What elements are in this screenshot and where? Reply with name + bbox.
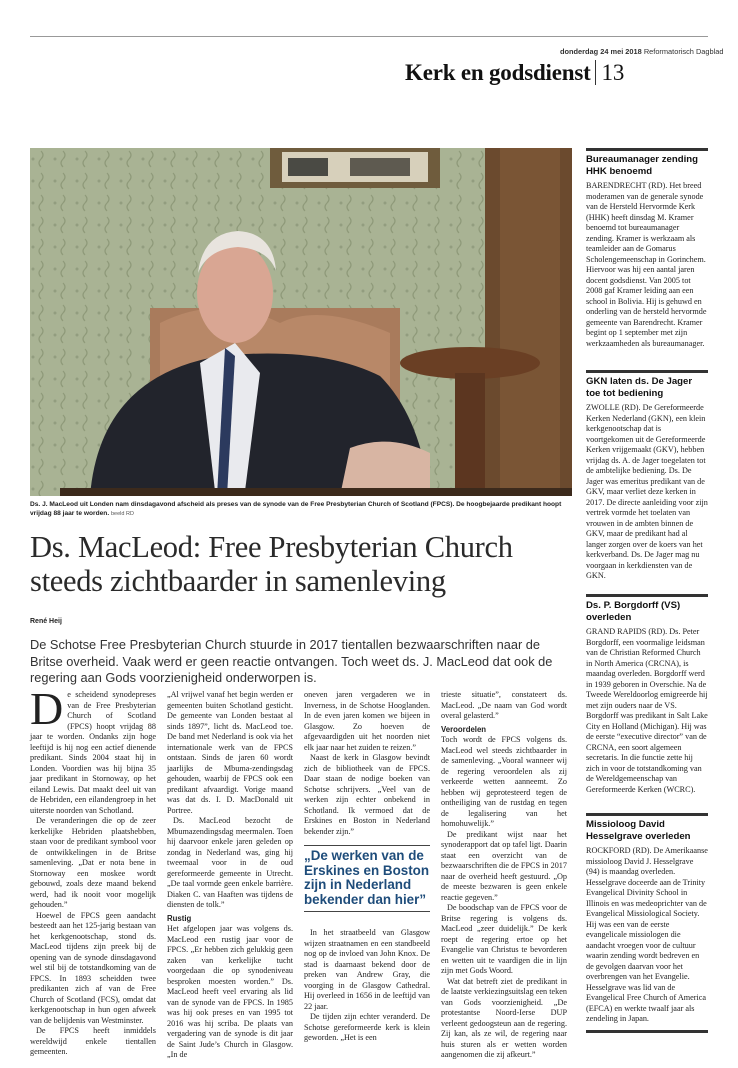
body-paragraph: oneven jaren vergaderen we in Inverness, in de Schotse Hooglanden. In de even jaren komen we bijeen in Glasgow. Zo hoeven de afgevaardigden uit het noorden niet elk jaar naar het zuiden te reizen.”: [304, 690, 430, 752]
article-headline: Ds. MacLeod: Free Presbyterian Church steeds zichtbaarder in samenleving: [30, 530, 513, 598]
dateline: [560, 47, 724, 56]
top-rule: [30, 36, 708, 37]
pull-quote: [304, 845, 430, 912]
byline: René Heij: [30, 618, 62, 625]
news-brief-title: Ds. P. Borgdorff (VS) overleden: [586, 594, 708, 624]
body-paragraph: Toch wordt de FPCS volgens ds. MacLeod wel steeds zichtbaarder in de samenleving. „Vooral wanneer wij de regering veroordelen als zij verkeerde wetten aanneemt. Zo hebben wij geprotesteerd tegen de ontheiliging van de rustdag en tegen de legalisering van het homohuwelijk.”: [441, 735, 567, 828]
body-paragraph: De predikant wijst naar het synoderapport dat op tafel ligt. Daarin staat een overzicht van de bezwaarschriften die de FPCS in 2017 naar de overheid heeft gestuurd. „Op de meeste bezwaren is geen enkele reactie gegeven.”: [441, 829, 567, 902]
body-paragraph: Naast de kerk in Glasgow bevindt zich de bibliotheek van de FPCS. Daar staan de nodige boeken van Schotse schrijvers. „Veel van de werken zijn echter onbekend in Schotland. Ik vermoed dat de Erskines en Boston in Nederland bekender zijn.”: [304, 753, 430, 836]
article-column-3-lower: [304, 928, 430, 1044]
news-brief-title: Missioloog David Hesselgrave overleden: [586, 813, 708, 843]
photo-caption: [30, 500, 572, 519]
body-paragraph: In het straatbeeld van Glasgow wijzen straatnamen en een standbeeld nog op de invloed van John Knox. De stad is daarnaast bekend door de preken van Andrew Gray, die voorging in de Glasgow Cathedral. Hij overleed in 1656 in de leeftijd van 22 jaar.: [304, 928, 430, 1011]
news-brief-body: BARENDRECHT (RD). Het breed moderamen van de generale synode van de Hersteld Hervormde Kerk (HHK) heeft dinsdag M. Kramer benoemd tot bureaumanager zending. Kramer is werkzaam als teamleider aan de Gomarus Scholengemeenschap in Gorinchem. Hiervoor was hij een aantal jaren docent godsdienst. Van 2005 tot 2008 gaf Kramer leiding aan een school in Bolivia. Hij is gehuwd en onderling van de hersteld hervormde gemeente van Barendrecht. Kramer begint op 1 september met zijn werkzaamheden als bureaumanager.: [586, 181, 707, 348]
news-brief-title: Bureaumanager zending HHK benoemd: [586, 148, 708, 178]
article-column-4: [441, 690, 567, 1061]
body-paragraph: De tijden zijn echter veranderd. De Schotse gereformeerde kerk is klein geworden. „Het is een: [304, 1012, 430, 1042]
paper-name: Reformatorisch Dagblad: [643, 47, 724, 56]
article-column-2: [167, 690, 293, 1061]
article-column-1: [30, 683, 156, 1058]
pull-quote-text: „De werken van de Erskines en Boston zijn in Nederland bekender dan hier”: [304, 848, 430, 907]
page-number: 13: [595, 60, 625, 85]
body-paragraph: Wat dat betreft ziet de predikant in de laatste verkiezingsuitslag een teken van Gods voorzienigheid. „De protestantse Noord-Ierse DUP verleent gedoogsteun aan de regering. Zij kan, als ze wil, de regering naar huis sturen als er wetten worden aangenomen die zij afkeurt.”: [441, 976, 567, 1059]
drop-cap: D: [30, 683, 64, 734]
news-brief-body: ZWOLLE (RD). De Gereformeerde Kerken Nederland (GKN), een klein kerkgenootschap dat is voortgekomen uit de Gereformeerde Kerken vrijgemaakt (GKV), hebben vrijdag ds. A. de Jager toegelaten tot de ambtelijke bediening. Ds. De Jager was emeritus predikant van de GKV, maar verliet deze kerken in 2017. De directe aanleiding voor zijn vertrek vormde het toelaten van vrouwen in de ambten binnen de GKV, maar de predikant had al langer zorgen over de koers van het kerkverband. Ds. De Jager mag nu voorgaan in kerkdiensten van de GKN.: [586, 403, 708, 580]
caption-text: Ds. J. MacLeod uit Londen nam dinsdagavond afscheid als preses van de synode van de Free Presbyterian Church of Scotland (FPCS). De hoogbejaarde predikant hoopt vrijdag 88 jaar te worden.: [30, 501, 562, 517]
news-brief-body: ROCKFORD (RD). De Amerikaanse missioloog David J. Hesselgrave (94) is maandag overleden. Hesselgrave doceerde aan de Trinity Evangelical Divinity School in Illinois en was medeoprichter van de Evangelical Missiological Society. Hij was een van de eerste evangelicale missiologen die aandacht vroegen voor de cultuur waarin zending wordt bedreven en de gevolgen daarvan voor het overbrengen van het Evangelie. Hesselgrave was lid van de Evangelical Free Church of America (EFCA) en werkte twaalf jaar als zendeling in Japan.: [586, 846, 708, 1023]
news-brief: [586, 148, 708, 349]
body-paragraph: Het afgelopen jaar was volgens ds. MacLeod een rustig jaar voor de FPCS. „Er hebben zich gelukkig geen zaken van kerkelijke tucht voorgedaan die op synodeniveau besproken moesten worden.” Ds. MacLeod heeft veel ervaring als lid van de synode van de FPCS. In 1985 was hij ook preses en van 1995 tot 2016 was hij scriba. De plaats van vergadering van de synode is dit jaar de Saint Jude’s Church in Glasgow. „In de: [167, 924, 293, 1059]
body-paragraph: De boodschap van de FPCS voor de Britse regering is volgens ds. MacLeod „zeer duidelijk.” De kerk roept de regering ertoe op het Evangelie van Christus te bevorderen en wetten uit te vaardigen die in lijn zijn met Gods Woord.: [441, 903, 567, 975]
subheading-veroordelen: Veroordelen: [441, 724, 487, 734]
sidebar-bottom-rule: [586, 1030, 708, 1033]
news-brief-title: GKN laten ds. De Jager toe tot bediening: [586, 370, 708, 400]
body-paragraph: e scheidend synodepreses van de Free Presbyterian Church of Scotland (FPCS) hoopt vrijdag 88 jaar te worden. Ondanks zijn hoge leeftijd is hij nog een actief dienende predikant. Sinds 2004 staat hij in Londen. Voordien was hij bijna 35 jaar predikant in Stornoway, op het eiland Lewis. Dat maakt deel uit van de Hebriden, een eilandengroep in het uiterste noorden van Schotland.: [30, 690, 156, 815]
subheading-rustig: Rustig: [167, 913, 192, 923]
article-column-3: [304, 690, 430, 837]
article-intro: De Schotse Free Presbyterian Church stuurde in 2017 tientallen bezwaarschriften naar de Britse overheid. Vaak werd er geen reactie ontvangen. Toch weet ds. J. MacLeod dat ook de regering aan Gods voorzienigheid onderworpen is.: [30, 637, 553, 685]
body-paragraph: Ds. MacLeod bezocht de Mbumazendingsdag meermalen. Toen hij daarvoor enkele jaren geleden op zondag in Nederland was, ging hij tweemaal voor in de oud gereformeerde gemeente in Utrecht. „De taal vormde geen enkele barrière. Diaken C. van Haaften was tijdens de diensten de tolk.”: [167, 816, 293, 909]
section-title: Kerk en godsdienst: [405, 60, 591, 85]
section-header: [405, 60, 624, 86]
body-paragraph: De veranderingen die op de zeer kerkelijke Hebriden plaatshebben, staan voor de predikant symbool voor de ontwikkelingen in de Britse samenleving. „Dat er nota bene in Stornoway een moskee wordt gebouwd, zoals deze maand bekend werd, had ik nooit voor mogelijk gehouden.”: [30, 816, 156, 909]
body-paragraph: De FPCS heeft inmiddels wereldwijd enkele tientallen gemeenten.: [30, 1026, 156, 1056]
news-brief: [586, 594, 708, 795]
issue-date: donderdag 24 mei 2018: [560, 47, 642, 56]
news-brief-body: GRAND RAPIDS (RD). Ds. Peter Borgdorff, een voormalige leidsman van de Christian Reformed Church in North America (CRCNA), is maandag overleden. Borgdorff werd in 1939 geboren in Overschie. Na de Tweede Wereldoorlog emigreerde hij met zijn ouders naar de VS. Borgdorff was predikant in Salt Lake City en Holland (Michigan). Hij was de eerste “executive director” van de CRCNA, een soort algemeen secretaris. In die functie zette hij zich in voor de totstandkoming van de Wereldgemeenschap van Gereformeerde Kerken (WCRC).: [586, 627, 708, 794]
photo-illustration: [30, 148, 572, 496]
body-paragraph: trieste situatie”, constateert ds. MacLeod. „De naam van God wordt overal gelasterd.”: [441, 690, 567, 720]
news-brief: [586, 813, 708, 1025]
body-paragraph: „Al vrijwel vanaf het begin werden er gemeenten buiten Schotland gesticht. De gemeente van Londen bestaat al sinds 1897”, licht ds. MacLeod toe. De band met Nederland is ook via het internationale werk van de FPCS ontstaan. Sinds de jaren 60 wordt jaarlijks de Mbuma-zendingsdag gehouden, waarbij de FPCS ook een predikant afvaardigt. Vorige maand was dat ds. I. D. MacDonald uit Portree.: [167, 690, 293, 815]
article-photo: [30, 148, 572, 496]
body-paragraph: Hoewel de FPCS geen aandacht besteedt aan het 125-jarig bestaan van het kerkgenootschap, stond ds. MacLeod tijdens zijn preek bij de opening van de synode dinsdagavond wel stil bij de totstandkoming van de FPCS. In 1893 scheidden twee predikanten zich af van de Free Church of Scotland (FCS), omdat dat kerkgenootschap in hun ogen afweek van de belijdenis van Westminster.: [30, 910, 156, 1025]
news-brief: [586, 370, 708, 582]
photo-credit: beeld RD: [111, 511, 134, 517]
